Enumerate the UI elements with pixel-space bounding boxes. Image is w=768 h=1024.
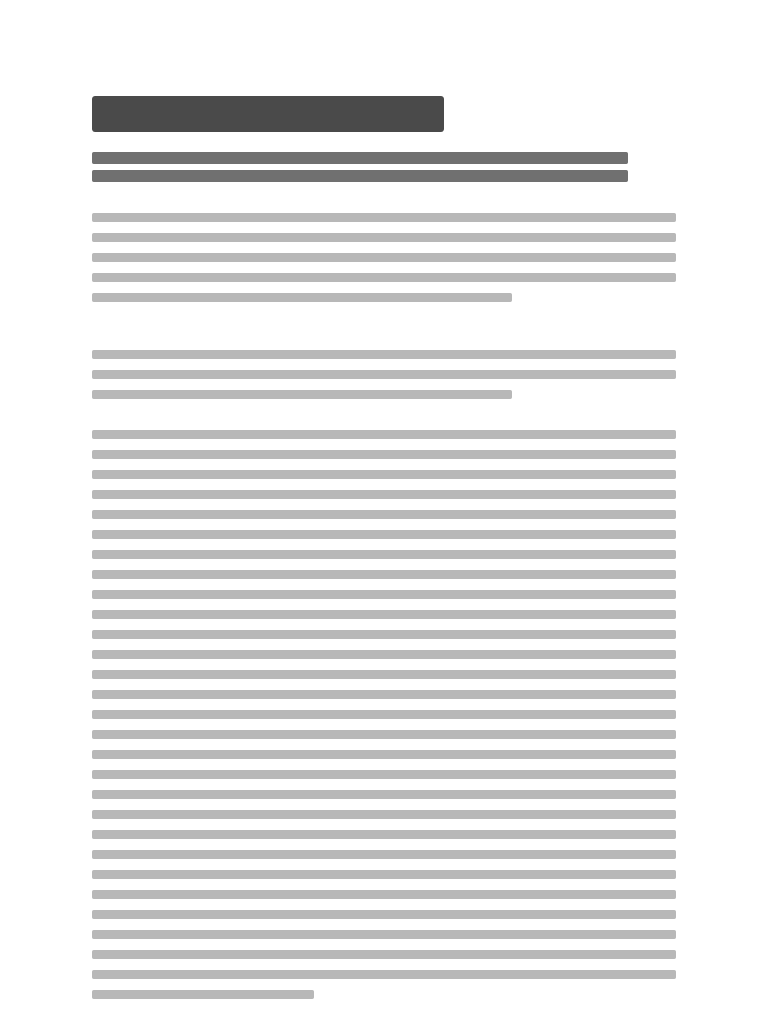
text-line-placeholder xyxy=(92,293,512,302)
text-line-placeholder xyxy=(92,370,676,379)
text-line-placeholder xyxy=(92,390,512,399)
paragraph-placeholder xyxy=(92,430,676,1010)
post-title-placeholder xyxy=(92,96,444,132)
text-line-placeholder xyxy=(92,350,676,359)
text-line-placeholder xyxy=(92,273,676,282)
category-line-placeholder xyxy=(92,170,628,182)
paragraph-placeholder xyxy=(92,350,676,410)
paragraph-placeholder xyxy=(92,213,676,313)
text-line-placeholder xyxy=(92,233,676,242)
text-line-placeholder xyxy=(92,253,676,262)
text-line-placeholder xyxy=(92,213,676,222)
category-line-placeholder xyxy=(92,152,628,164)
